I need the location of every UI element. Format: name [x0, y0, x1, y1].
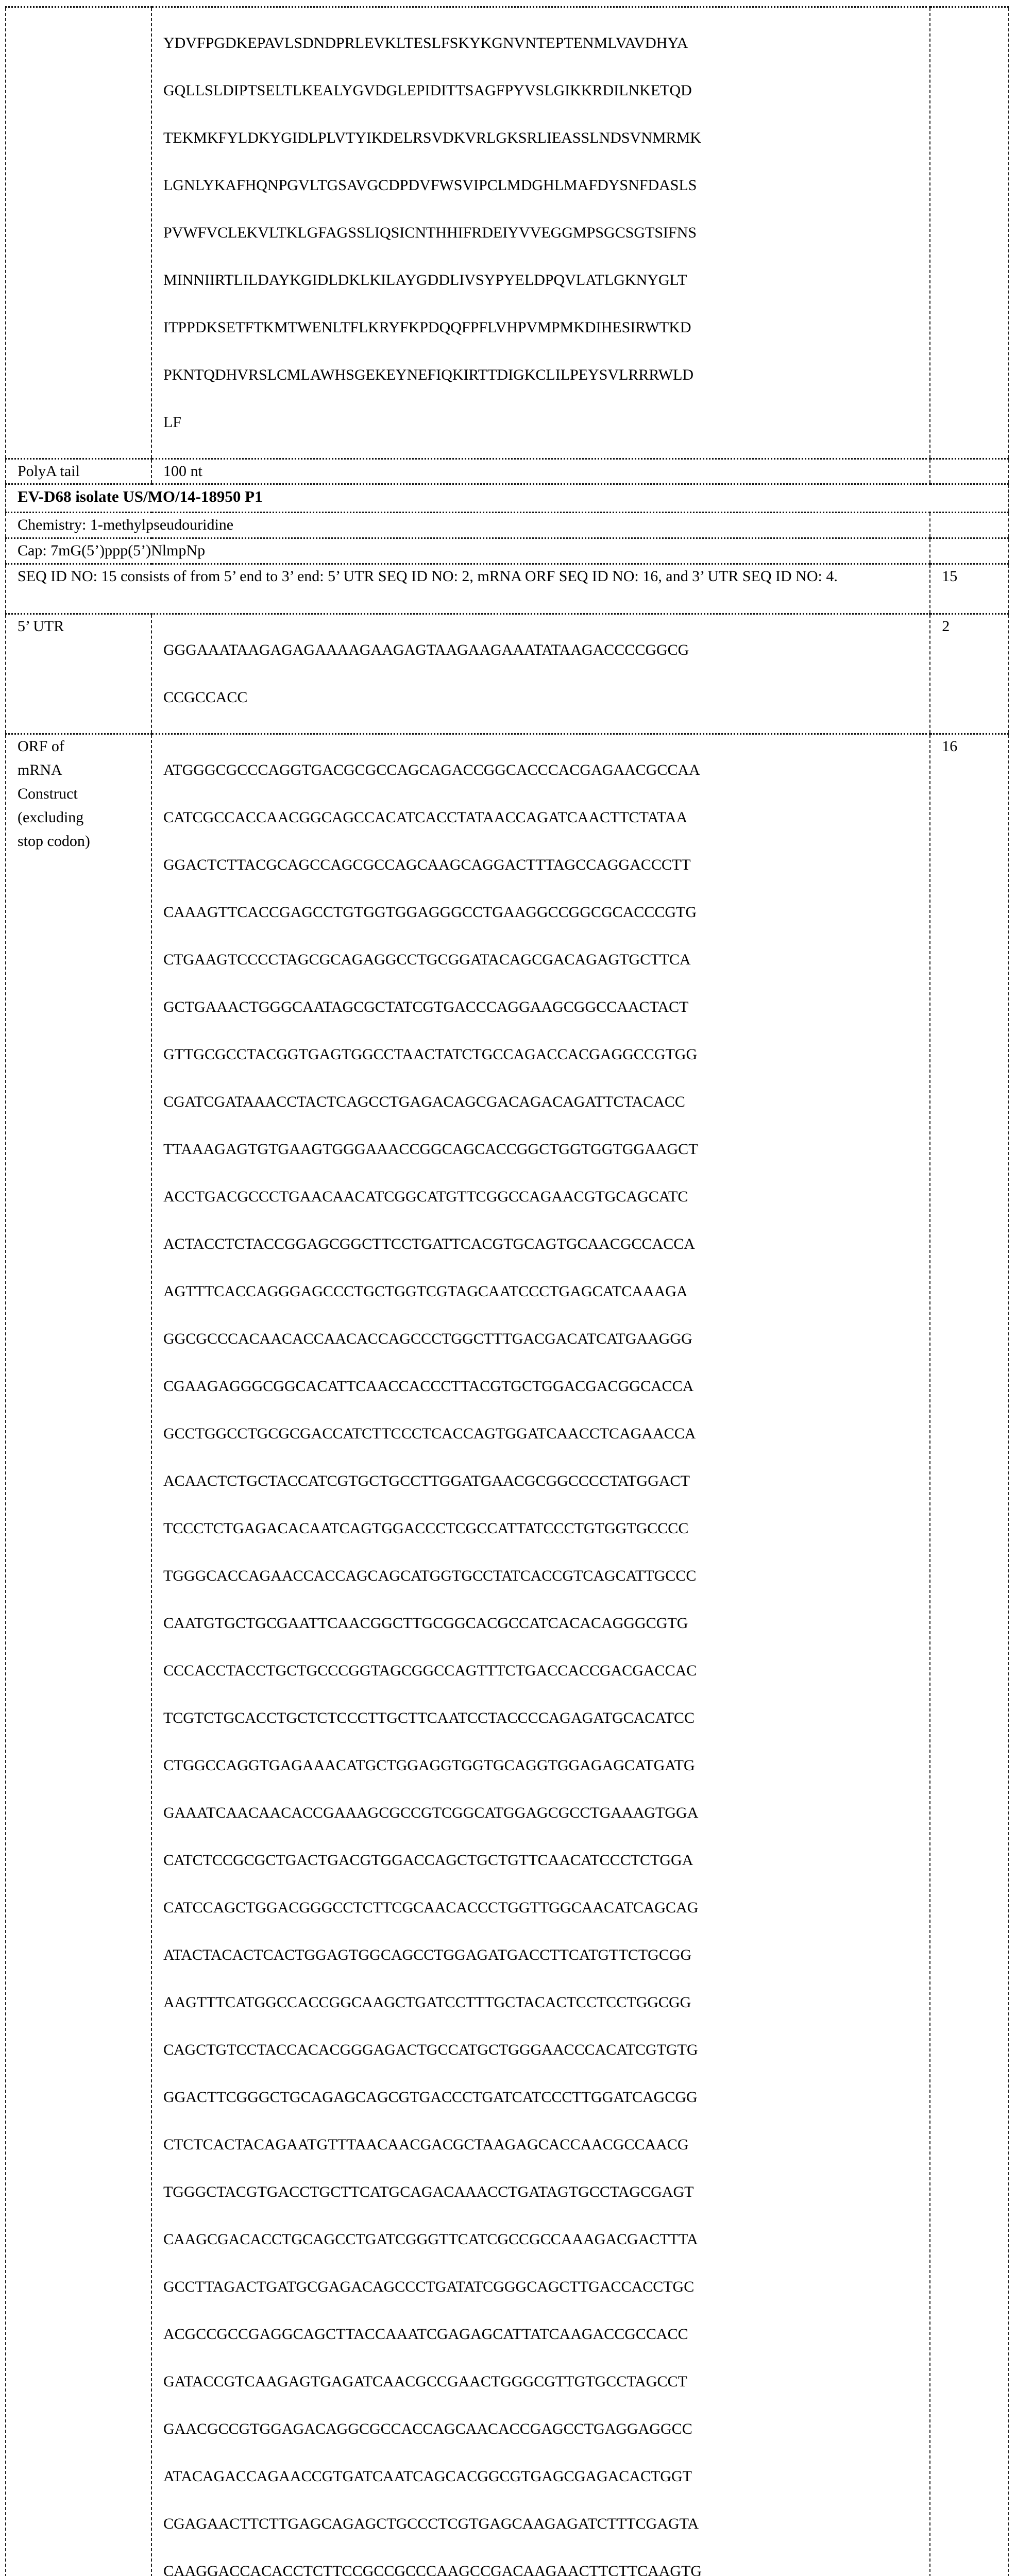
- chemistry-row: [6, 513, 1008, 538]
- sequence-line: CGAGAACTTCTTGAGCAGAGCTGCCCTCGTGAGCAAGAGATCTTTCGAGTA: [163, 2512, 929, 2536]
- protein-label-cell: [6, 7, 151, 459]
- utr5-seq-id: 2: [930, 614, 1008, 734]
- orf-label-line: ORF of: [18, 735, 151, 758]
- utr5-row: [6, 614, 1008, 734]
- sequence-line: ACGCCGCCGAGGCAGCTTACCAAATCGAGAGCATTATCAAGACCGCCACC: [163, 2323, 929, 2346]
- orf-sequence-cell: [151, 734, 930, 2576]
- sequence-line: GCCTTAGACTGATGCGAGACAGCCCTGATATCGGGCAGCTTGACCACCTGC: [163, 2275, 929, 2299]
- sequence-line: AGTTTCACCAGGGAGCCCTGCTGGTCGTAGCAATCCCTGAGCATCAAAGA: [163, 1280, 929, 1303]
- polya-label: PolyA tail: [6, 459, 151, 484]
- sequence-line: GAACGCCGTGGAGACAGGCGCCACCAGCAACACCGAGCCTGAGGAGGCC: [163, 2417, 929, 2441]
- sequence-line: CTGAAGTCCCCTAGCGCAGAGGCCTGCGGATACAGCGACAGAGTGCTTCA: [163, 948, 929, 972]
- chemistry-text: Chemistry: 1-methylpseudouridine: [6, 513, 930, 538]
- sequence-line: CGAAGAGGGCGGCACATTCAACCACCCTTACGTGCTGGACGACGGCACCA: [163, 1375, 929, 1398]
- polya-seq-id: [930, 459, 1008, 484]
- protein-continuation-row: [6, 7, 1008, 459]
- sequence-line: LF: [163, 411, 929, 434]
- protein-sequence-cell: [151, 7, 930, 459]
- sequence-line: YDVFPGDKEPAVLSDNDPRLEVKLTESLFSKYKGNVNTEPTENMLVAVDHYA: [163, 31, 929, 55]
- sequence-line: CAATGTGCTGCGAATTCAACGGCTTGCGGCACGCCATCACACAGGGCGTG: [163, 1612, 929, 1635]
- polya-value: 100 nt: [151, 459, 930, 484]
- sequence-line: ACCTGACGCCCTGAACAACATCGGCATGTTCGGCCAGAACGTGCAGCATC: [163, 1185, 929, 1209]
- sequence-line: GGACTCTTACGCAGCCAGCGCCAGCAAGCAGGACTTTAGCCAGGACCCTT: [163, 853, 929, 877]
- sequence-line: GGCGCCCACAACACCAACACCAGCCCTGGCTTTGACGACATCATGAAGGG: [163, 1327, 929, 1351]
- polya-row: [6, 459, 1008, 484]
- sequence-line: CGATCGATAAACCTACTCAGCCTGAGACAGCGACAGACAGATTCTACACC: [163, 1090, 929, 1114]
- orf-seq-id: 16: [930, 734, 1008, 2576]
- sequence-line: PVWFVCLEKVLTKLGFAGSSLIQSICNTHHIFRDEIYVVEGGMPSGCSGTSIFNS: [163, 221, 929, 245]
- cap-text: Cap: 7mG(5’)ppp(5’)NlmpNp: [6, 538, 930, 564]
- utr5-sequence-cell: [151, 614, 930, 734]
- sequence-line: LGNLYKAFHQNPGVLTGSAVGCDPDVFWSVIPCLMDGHLMAFDYSNFDASLS: [163, 174, 929, 197]
- sequence-line: ITPPDKSETFTKMTWENLTFLKRYFKPDQQFPFLVHPVMPMKDIHESIRWTKD: [163, 316, 929, 340]
- seq-description-row: [6, 564, 1008, 614]
- sequence-line: ATACAGACCAGAACCGTGATCAATCAGCACGGCGTGAGCGAGACACTGGT: [163, 2465, 929, 2488]
- sequence-line: GCCTGGCCTGCGCGACCATCTTCCCTCACCAGTGGATCAACCTCAGAACCA: [163, 1422, 929, 1446]
- sequence-line: CAAAGTTCACCGAGCCTGTGGTGGAGGGCCTGAAGGCCGGCGCACCCGTG: [163, 901, 929, 924]
- sequence-line: CTGGCCAGGTGAGAAACATGCTGGAGGTGGTGCAGGTGGAGAGCATGATG: [163, 1754, 929, 1777]
- sequence-line: TGGGCACCAGAACCACCAGCAGCATGGTGCCTATCACCGTCAGCATTGCCC: [163, 1564, 929, 1588]
- sequence-line: TTAAAGAGTGTGAAGTGGGAAACCGGCAGCACCGGCTGGTGGTGGAAGCT: [163, 1138, 929, 1161]
- sequence-line: CAAGCGACACCTGCAGCCTGATCGGGTTCATCGCCGCCAAAGACGACTTTA: [163, 2228, 929, 2251]
- sequence-line: ATGGGCGCCCAGGTGACGCGCCAGCAGACCGGCACCCACGAGAACGCCAA: [163, 758, 929, 782]
- sequence-line: MINNIIRTLILDAYKGIDLDKLKILAYGDDLIVSYPYELDPQVLATLGKNYGLT: [163, 268, 929, 292]
- seq-description-seq-id: 15: [930, 564, 1008, 614]
- sequence-line: ACAACTCTGCTACCATCGTGCTGCCTTGGATGAACGCGGCCCCTATGGACT: [163, 1469, 929, 1493]
- sequence-line: CATCTCCGCGCTGACTGACGTGGACCAGCTGCTGTTCAACATCCCTCTGGA: [163, 1849, 929, 1872]
- protein-seq-id-cell: [930, 7, 1008, 459]
- sequence-line: TEKMKFYLDKYGIDLPLVTYIKDELRSVDKVRLGKSRLIEASSLNDSVNMRMK: [163, 126, 929, 150]
- sequence-line: GTTGCGCCTACGGTGAGTGGCCTAACTATCTGCCAGACCACGAGGCCGTGG: [163, 1043, 929, 1066]
- cap-row: [6, 538, 1008, 564]
- sequence-line: CAAGGACCACACCTCTTCCGCCGCCCAAGCCGACAAGAACTTCTTCAAGTG: [163, 2560, 929, 2576]
- sequence-table: [5, 6, 1009, 2576]
- section-header-row: [6, 484, 1008, 513]
- sequence-line: TGGGCTACGTGACCTGCTTCATGCAGACAAACCTGATAGTGCCTAGCGAGT: [163, 2180, 929, 2204]
- orf-label-line: mRNA: [18, 758, 151, 782]
- orf-label-line: (excluding: [18, 806, 151, 829]
- sequence-line: ATACTACACTCACTGGAGTGGCAGCCTGGAGATGACCTTCATGTTCTGCGG: [163, 1943, 929, 1967]
- sequence-line: AAGTTTCATGGCCACCGGCAAGCTGATCCTTTGCTACACTCCTCCTGGCGG: [163, 1991, 929, 2014]
- sequence-line: CCGCCACC: [163, 686, 929, 709]
- sequence-line: GGGAAATAAGAGAGAAAAGAAGAGTAAGAAGAAATATAAGACCCCGGCG: [163, 638, 929, 662]
- sequence-line: CAGCTGTCCTACCACACGGGAGACTGCCATGCTGGGAACCCACATCGTGTG: [163, 2038, 929, 2062]
- sequence-line: GQLLSLDIPTSELTLKEALYGVDGLEPIDITTSAGFPYVSLGIKKRDILNKETQD: [163, 79, 929, 103]
- seq-description-text: SEQ ID NO: 15 consists of from 5’ end to 3’ end: 5’ UTR SEQ ID NO: 2, mRNA ORF SEQ ID NO: 16, and 3’ UTR SEQ ID NO: 4.: [6, 564, 930, 614]
- section-header: EV-D68 isolate US/MO/14-18950 P1: [6, 484, 1008, 513]
- sequence-line: CCCACCTACCTGCTGCCCGGTAGCGGCCAGTTTCTGACCACCGACGACCAC: [163, 1659, 929, 1683]
- sequence-line: ACTACCTCTACCGGAGCGGCTTCCTGATTCACGTGCAGTGCAACGCCACCA: [163, 1232, 929, 1256]
- cap-seq-id: [930, 538, 1008, 564]
- sequence-line: CTCTCACTACAGAATGTTTAACAACGACGCTAAGAGCACCAACGCCAACG: [163, 2133, 929, 2157]
- orf-label-line: stop codon): [18, 829, 151, 853]
- sequence-line: CATCCAGCTGGACGGGCCTCTTCGCAACACCCTGGTTGGCAACATCAGCAG: [163, 1896, 929, 1920]
- sequence-line: GCTGAAACTGGGCAATAGCGCTATCGTGACCCAGGAAGCGGCCAACTACT: [163, 995, 929, 1019]
- orf-label-cell: [6, 734, 151, 2576]
- orf-row: [6, 734, 1008, 2576]
- sequence-line: GAAATCAACAACACCGAAAGCGCCGTCGGCATGGAGCGCCTGAAAGTGGA: [163, 1801, 929, 1825]
- chemistry-seq-id: [930, 513, 1008, 538]
- sequence-line: GATACCGTCAAGAGTGAGATCAACGCCGAACTGGGCGTTGTGCCTAGCCT: [163, 2370, 929, 2394]
- utr5-label: 5’ UTR: [6, 614, 151, 734]
- sequence-line: GGACTTCGGGCTGCAGAGCAGCGTGACCCTGATCATCCCTTGGATCAGCGG: [163, 2086, 929, 2109]
- sequence-line: CATCGCCACCAACGGCAGCCACATCACCTATAACCAGATCAACTTCTATAA: [163, 806, 929, 829]
- orf-label-line: Construct: [18, 782, 151, 806]
- sequence-line: TCGTCTGCACCTGCTCTCCCTTGCTTCAATCCTACCCCAGAGATGCACATCC: [163, 1706, 929, 1730]
- sequence-line: PKNTQDHVRSLCMLAWHSGEKEYNEFIQKIRTTDIGKCLILPEYSVLRRRWLD: [163, 363, 929, 387]
- sequence-line: TCCCTCTGAGACACAATCAGTGGACCCTCGCCATTATCCCTGTGGTGCCCC: [163, 1517, 929, 1540]
